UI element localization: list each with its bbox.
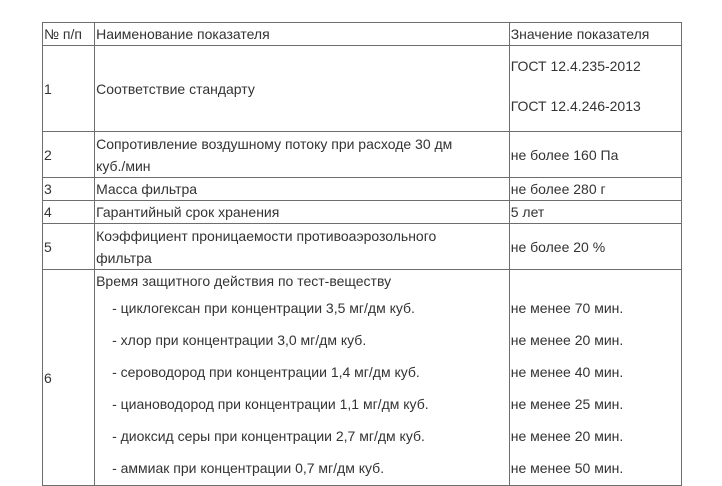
row-name-line: куб./мин bbox=[96, 157, 151, 174]
sub-item-name: - хлор при концентрации 3,0 мг/дм куб. bbox=[112, 332, 367, 348]
row-name bbox=[95, 270, 510, 486]
sub-item-name: - циановодород при концентрации 1,1 мг/дм куб. bbox=[112, 396, 429, 412]
row-num: 6 bbox=[43, 270, 95, 486]
sub-item-value: не менее 25 мин. bbox=[510, 396, 624, 412]
row-num: 4 bbox=[43, 201, 95, 224]
row-value bbox=[509, 46, 681, 132]
table-row bbox=[43, 270, 682, 486]
row-name: Гарантийный срок хранения bbox=[95, 201, 510, 224]
row-name bbox=[95, 132, 510, 178]
header-name: Наименование показателя bbox=[95, 23, 510, 46]
header-num: № п/п bbox=[43, 23, 95, 46]
header-value: Значение показателя bbox=[509, 23, 681, 46]
row-name-line: Сопротивление воздушному потоку при расходе 30 дм bbox=[96, 135, 453, 152]
row-value-spacer bbox=[511, 270, 680, 292]
sub-item-name: - аммиак при концентрации 0,7 мг/дм куб. bbox=[112, 460, 385, 476]
sub-item-value: не менее 20 мин. bbox=[510, 332, 624, 348]
table-header-row bbox=[43, 23, 682, 46]
sub-item-name: - диоксид серы при концентрации 2,7 мг/дм куб. bbox=[112, 428, 425, 444]
row-name: Соответствие стандарту bbox=[95, 46, 510, 132]
table-row bbox=[43, 46, 682, 132]
row-value: не более 20 % bbox=[509, 224, 681, 270]
row-value: 5 лет bbox=[509, 201, 681, 224]
sub-item-value: не менее 50 мин. bbox=[510, 460, 624, 476]
table-row bbox=[43, 224, 682, 270]
row-name-heading: Время защитного действия по тест-веществу bbox=[96, 273, 392, 289]
row-name: Масса фильтра bbox=[95, 178, 510, 201]
sub-item-value: не менее 40 мин. bbox=[510, 364, 624, 380]
spec-table bbox=[42, 22, 682, 486]
row-num: 5 bbox=[43, 224, 95, 270]
row-name-line: Коэффициент проницаемости противоаэрозольного bbox=[96, 227, 437, 244]
row-value bbox=[509, 270, 681, 486]
sub-item-value: не менее 70 мин. bbox=[510, 300, 624, 316]
row-value: не более 280 г bbox=[509, 178, 681, 201]
row-num: 2 bbox=[43, 132, 95, 178]
row-value: не более 160 Па bbox=[509, 132, 681, 178]
table-row bbox=[43, 178, 682, 201]
row-num: 1 bbox=[43, 46, 95, 132]
row-name-line: фильтра bbox=[96, 249, 152, 266]
row-num: 3 bbox=[43, 178, 95, 201]
sub-item-name: - циклогексан при концентрации 3,5 мг/дм куб. bbox=[112, 300, 415, 316]
row-value-line: ГОСТ 12.4.235-2012 bbox=[510, 57, 641, 74]
row-value-line: ГОСТ 12.4.246-2013 bbox=[510, 97, 641, 114]
sub-item-value: не менее 20 мин. bbox=[510, 428, 624, 444]
row-name bbox=[95, 224, 510, 270]
table-row bbox=[43, 132, 682, 178]
sub-item-name: - сероводород при концентрации 1,4 мг/дм куб. bbox=[112, 364, 420, 380]
table-row bbox=[43, 201, 682, 224]
